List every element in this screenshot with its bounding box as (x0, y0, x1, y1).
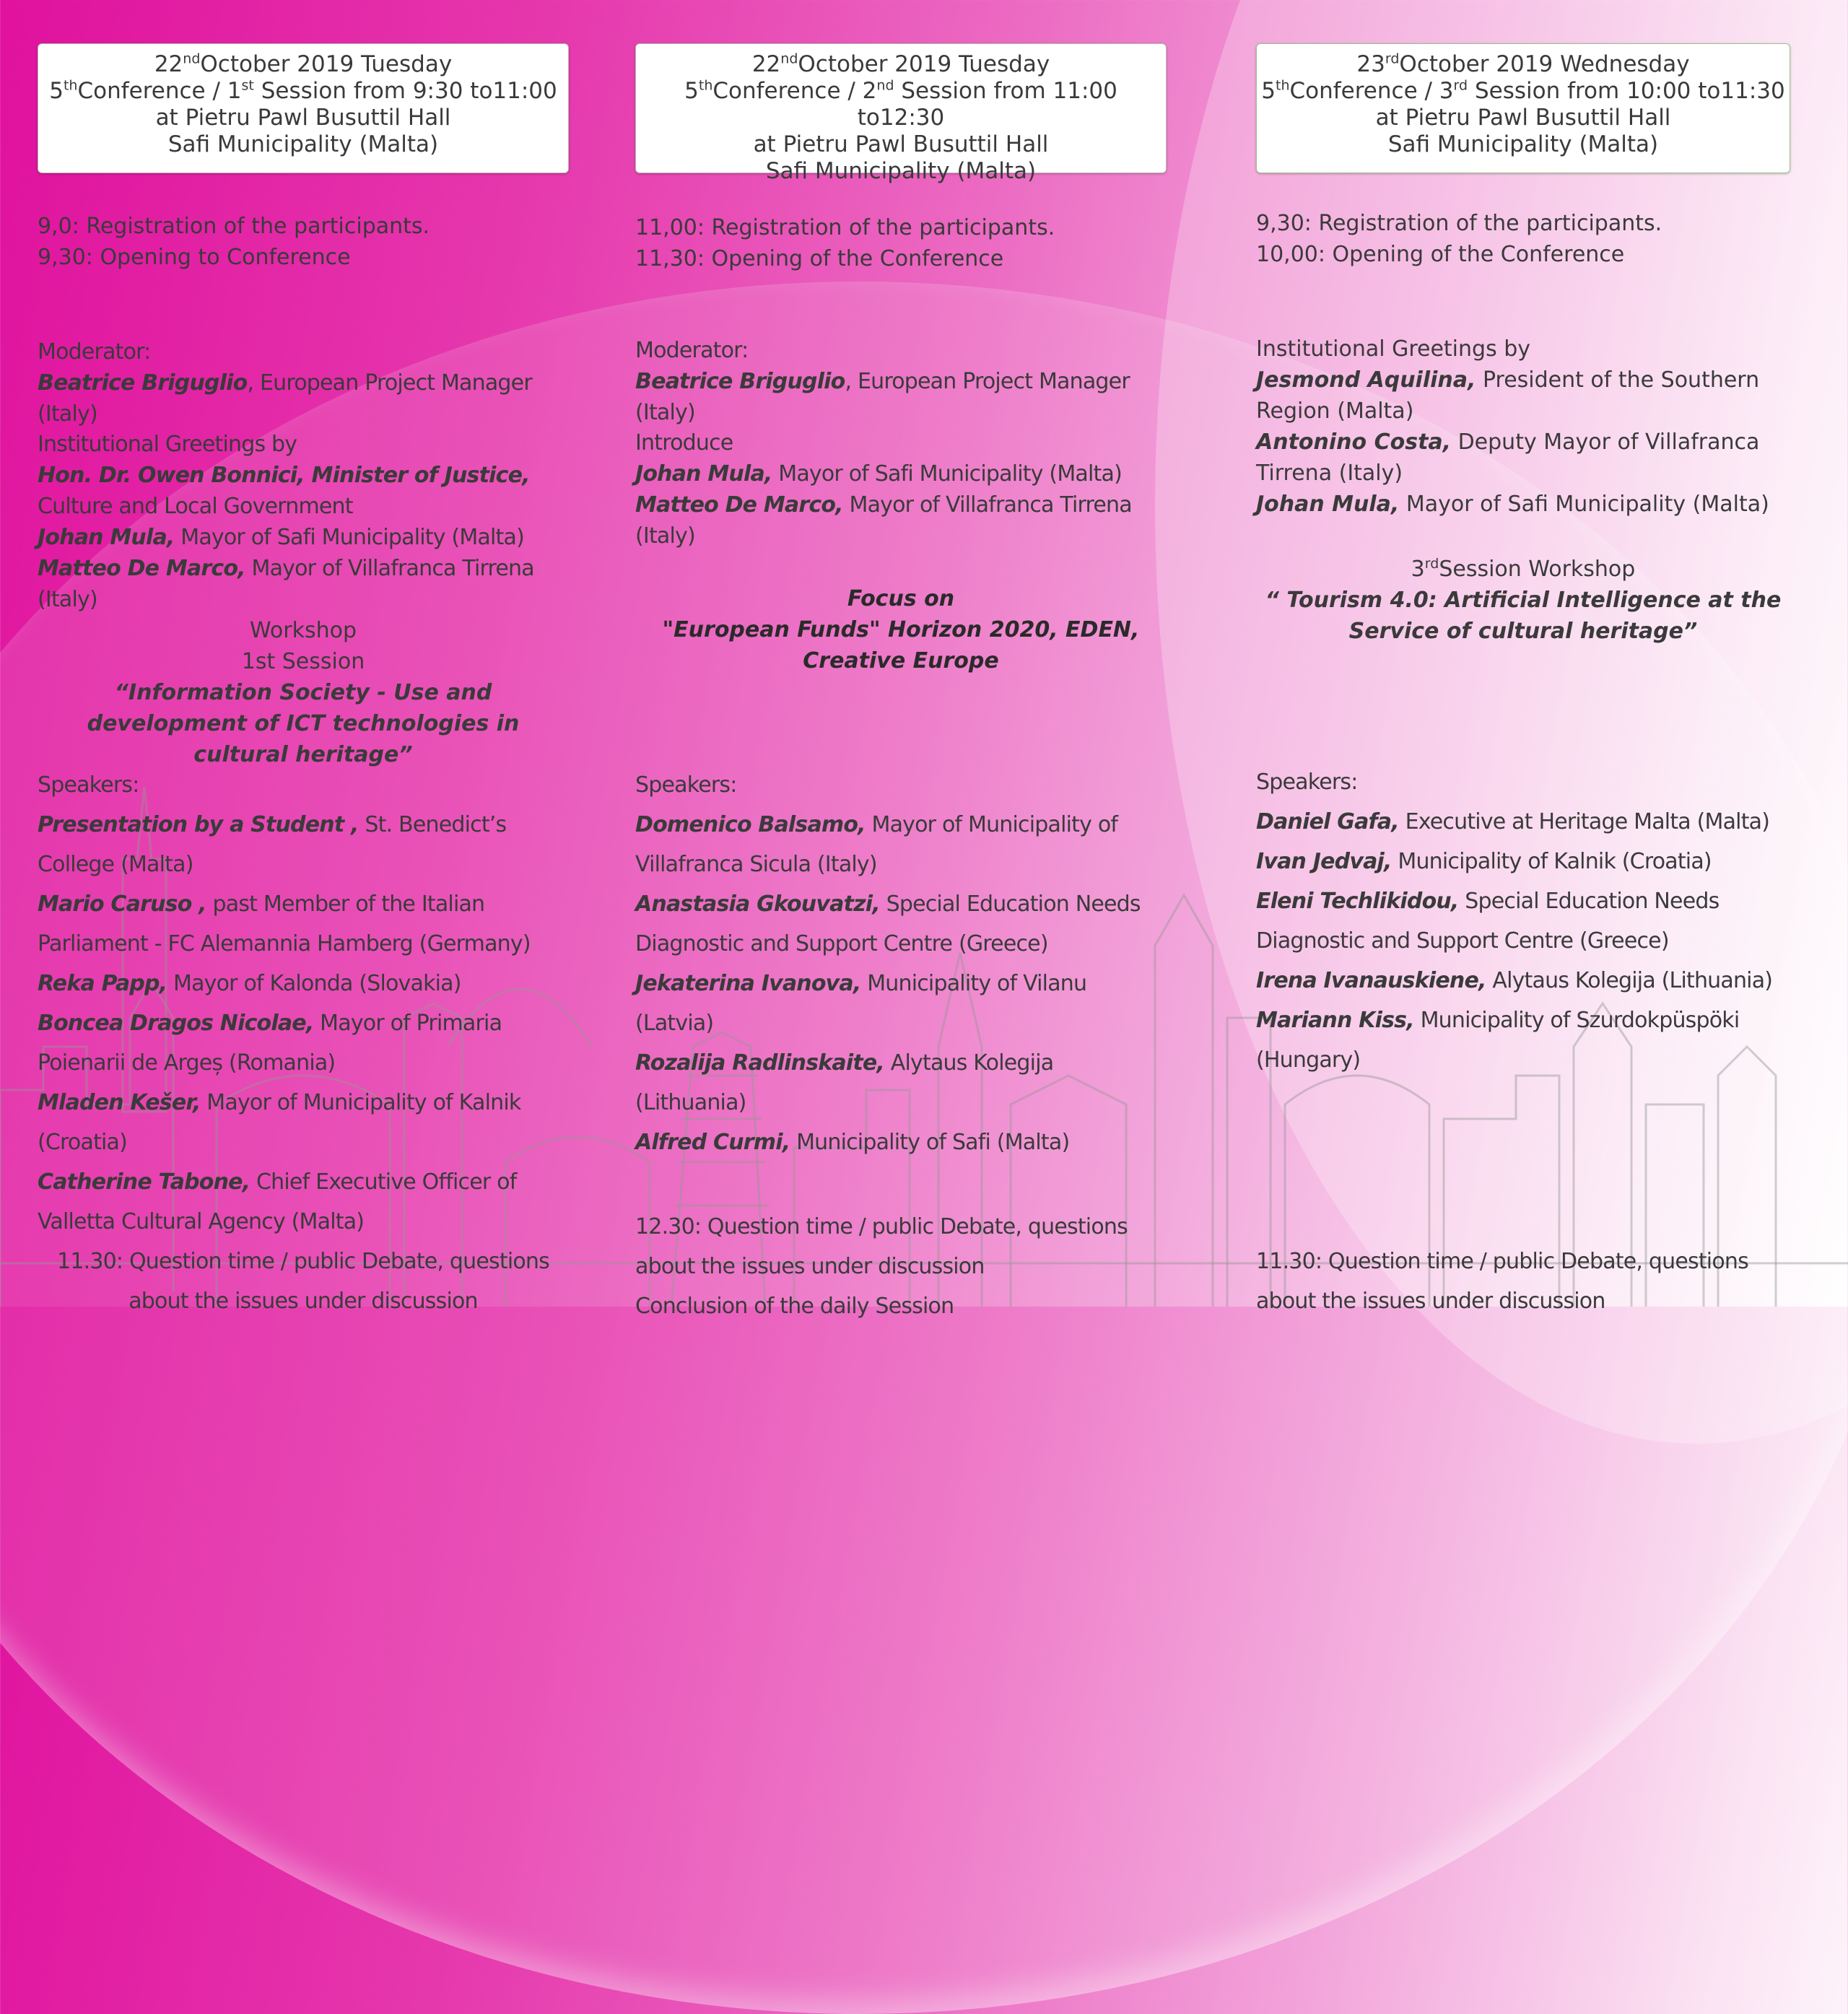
closing-debate: 11.30: Question time / public Debate, questions about the issues under discussion (57, 1249, 549, 1314)
agenda: 9,0: Registration of the participants. 9,30: Opening to Conference (38, 214, 430, 270)
closing-debate: 11.30: Question time / public Debate, questions about the issues under discussion (1256, 1249, 1748, 1314)
institutional-greetings: Institutional Greetings by Hon. Dr. Owen Bonnici, Minister of Justice, Culture and Local Government Johan Mula, Mayor of Safi Municipality (Malta) Matteo De Marco, Mayor of Villafranca Tirrena (Italy) (38, 432, 534, 612)
speakers: Speakers: Daniel Gafa, Executive at Heritage Malta (Malta) Ivan Jedvaj, Municipality of Kalnik (Croatia) Eleni Techlikidou, Special Education Needs Diagnostic and Support Centre (Greece) Irena Ivanauskiene, Alytaus Kolegija (Lithuania) Mariann Kiss, Municipality of Szurdokpüspöki (Hungary) (1256, 770, 1773, 1073)
workshop: Workshop 1st Session “Information Society - Use and development of ICT technologies in cultural heritage” (87, 618, 520, 767)
speakers: Speakers: Domenico Balsamo, Mayor of Municipality of Villafranca Sicula (Italy) Anastasia Gkouvatzi, Special Education Needs Diagnostic and Support Centre (Greece) Jekaterina Ivanova, Municipality of Vilanu (Latvia) Rozalija Radlinskaite, Alytaus Kolegija (Lithuania) Alfred Curmi, Municipality of Safi (Malta) (635, 772, 1141, 1155)
session-header-card: 22ndOctober 2019 Tuesday 5thConference / 2nd Session from 11:00 to12:30 at Pietru Pawl Busuttil Hall Safi Municipality (Malta) (635, 43, 1167, 173)
agenda: 9,30: Registration of the participants. 10,00: Opening of the Conference (1256, 211, 1662, 267)
session-header-card: 23rdOctober 2019 Wednesday 5thConference / 3rd Session from 10:00 to11:30 at Pietru Pawl Busuttil Hall Safi Municipality (Malta) (1256, 43, 1790, 173)
column-session-1 (38, 43, 569, 1314)
moderator: Moderator: Beatrice Briguglio, European Project Manager (Italy) (38, 339, 532, 427)
column-session-3 (1256, 43, 1790, 1314)
moderator: Moderator: Beatrice Briguglio, European Project Manager (Italy) (635, 338, 1130, 425)
introduce: Introduce Johan Mula, Mayor of Safi Municipality (Malta) Matteo De Marco, Mayor of Villafranca Tirrena (Italy) (635, 430, 1132, 549)
session-header-card: 22ndOctober 2019 Tuesday 5thConference / 1st Session from 9:30 to11:00 at Pietru Pawl Busuttil Hall Safi Municipality (Malta) (38, 43, 569, 173)
column-session-2 (635, 43, 1167, 1319)
focus-topic: Focus on "European Funds" Horizon 2020, EDEN, Creative Europe (662, 586, 1140, 673)
agenda: 11,00: Registration of the participants. 11,30: Opening of the Conference (635, 215, 1055, 271)
institutional-greetings: Institutional Greetings by Jesmond Aquilina, President of the Southern Region (Malta) Antonino Costa, Deputy Mayor of Villafranca Tirrena (Italy) Johan Mula, Mayor of Safi Municipality (Malta) (1256, 336, 1769, 517)
workshop: 3rdSession Workshop “ Tourism 4.0: Artificial Intelligence at the Service of cultural heritage” (1265, 556, 1782, 644)
speakers: Speakers: Presentation by a Student , St. Benedict’s College (Malta) Mario Caruso , past Member of the Italian Parliament - FC Alemannia Hamberg (Germany) Reka Papp, Mayor of Kalonda (Slovakia) Boncea Dragos Nicolae, Mayor of Primaria Poienarii de Argeș (Romania) Mladen Kešer, Mayor of Municipality of Kalnik (Croatia) Catherine Tabone, Chief Executive Officer of Valletta Cultural Agency (Malta) (38, 772, 531, 1234)
closing-debate: 12.30: Question time / public Debate, questions about the issues under discussion Conclusion of the daily Session (635, 1214, 1128, 1319)
